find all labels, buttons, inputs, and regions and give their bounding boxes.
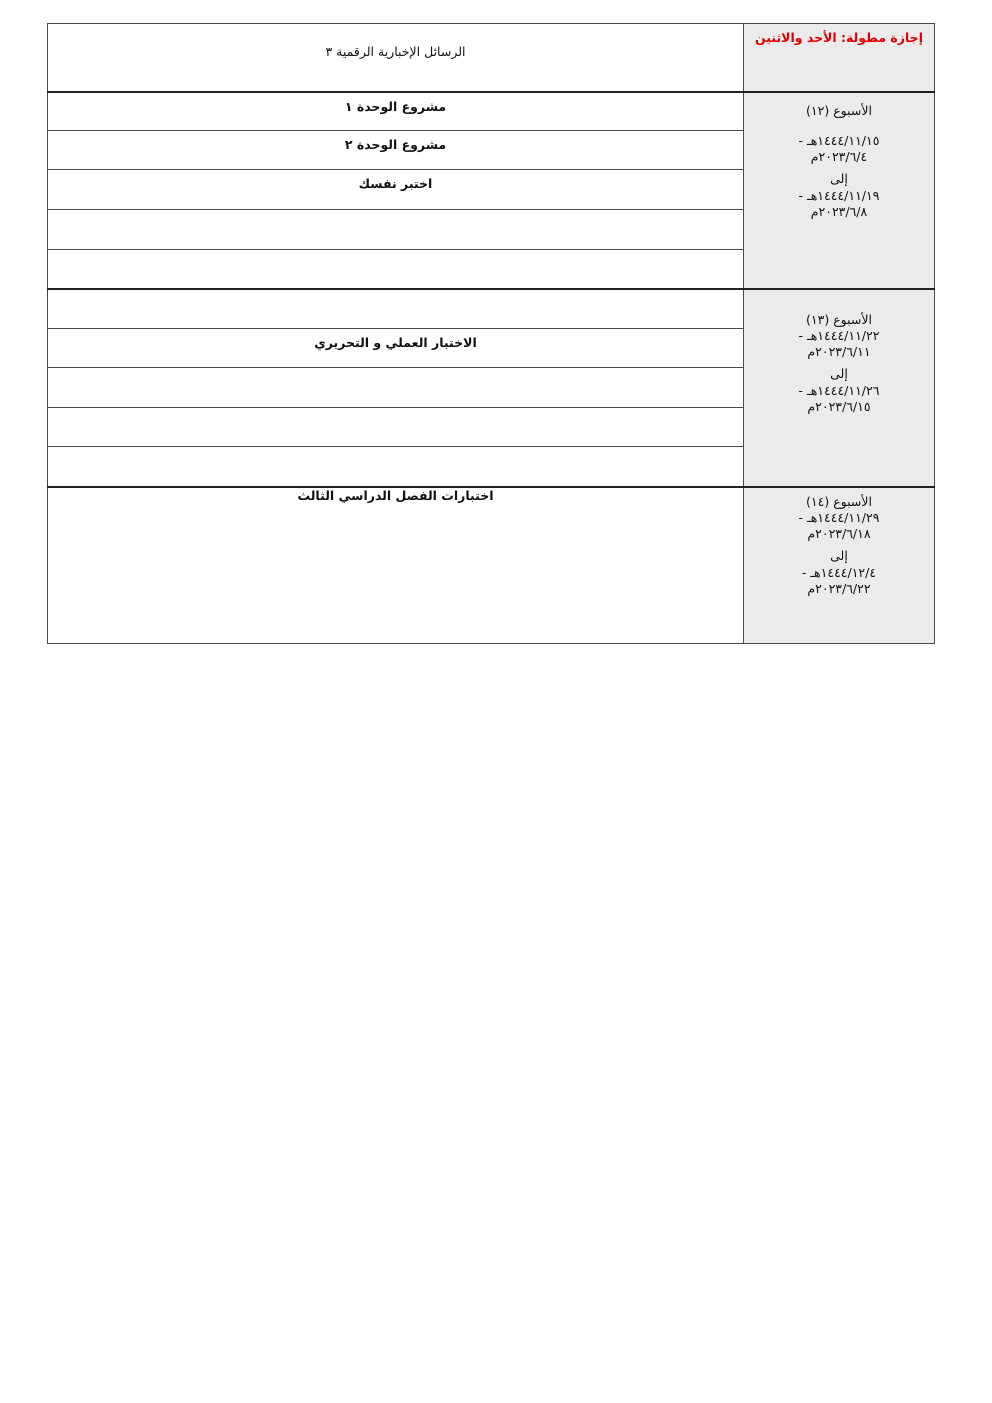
week14-content: اختبارات الفصل الدراسي الثالث <box>48 487 744 644</box>
week14-to: إلى <box>830 548 848 564</box>
week12-lesson-1: مشروع الوحدة ١ <box>48 92 744 131</box>
week13-row-1 <box>48 289 935 329</box>
week14-end-hijri: ١٤٤٤/١٢/٤هـ - <box>801 564 877 580</box>
week14-row <box>48 487 935 644</box>
week12-row-1 <box>48 92 935 131</box>
week14-end-greg: ٢٠٢٣/٦/٢٢م <box>807 580 871 596</box>
holiday-note-cell <box>744 24 935 92</box>
week14-start-greg: ٢٠٢٣/٦/١٨م <box>807 526 871 541</box>
week12-lesson-3: اختبر نفسك <box>48 170 744 210</box>
week13-end-hijri: ١٤٤٤/١١/٢٦هـ - <box>798 382 880 398</box>
week13-lesson-3 <box>48 368 744 408</box>
week12-end-hijri: ١٤٤٤/١١/١٩هـ - <box>798 187 880 203</box>
week13-lesson-1 <box>48 289 744 329</box>
week13-lesson-4 <box>48 408 744 447</box>
week12-start-greg: ٢٠٢٣/٦/٤م <box>810 149 868 164</box>
week13-start-greg: ٢٠٢٣/٦/١١م <box>807 344 871 359</box>
week14-start-hijri: ١٤٤٤/١١/٢٩هـ - <box>798 509 880 525</box>
header-row <box>48 24 935 92</box>
week13-start-hijri: ١٤٤٤/١١/٢٢هـ - <box>798 327 880 343</box>
header-content-cell: الرسائل الإخبارية الرقمية ٣ <box>48 24 744 92</box>
week12-lesson-5 <box>48 250 744 289</box>
week13-lesson-5 <box>48 447 744 487</box>
week12-to: إلى <box>830 171 848 187</box>
week12-title: الأسبوع (١٢) <box>806 102 872 118</box>
week13-date-cell <box>744 289 935 487</box>
week13-end-greg: ٢٠٢٣/٦/١٥م <box>807 398 871 414</box>
holiday-note: إجازة مطولة: الأحد والاثنين <box>755 30 923 45</box>
week12-start-hijri: ١٤٤٤/١١/١٥هـ - <box>798 132 880 148</box>
week14-date-cell <box>744 487 935 644</box>
week12-end-greg: ٢٠٢٣/٦/٨م <box>810 203 868 219</box>
week14-title: الأسبوع (١٤) <box>806 493 872 509</box>
weekly-schedule-table <box>47 23 935 644</box>
week13-to: إلى <box>830 366 848 382</box>
week13-lesson-2: الاختبار العملي و التحريري <box>48 329 744 368</box>
week12-lesson-2: مشروع الوحدة ٢ <box>48 131 744 170</box>
week13-title: الأسبوع (١٣) <box>806 311 872 327</box>
week12-date-cell <box>744 92 935 289</box>
week12-lesson-4 <box>48 210 744 250</box>
